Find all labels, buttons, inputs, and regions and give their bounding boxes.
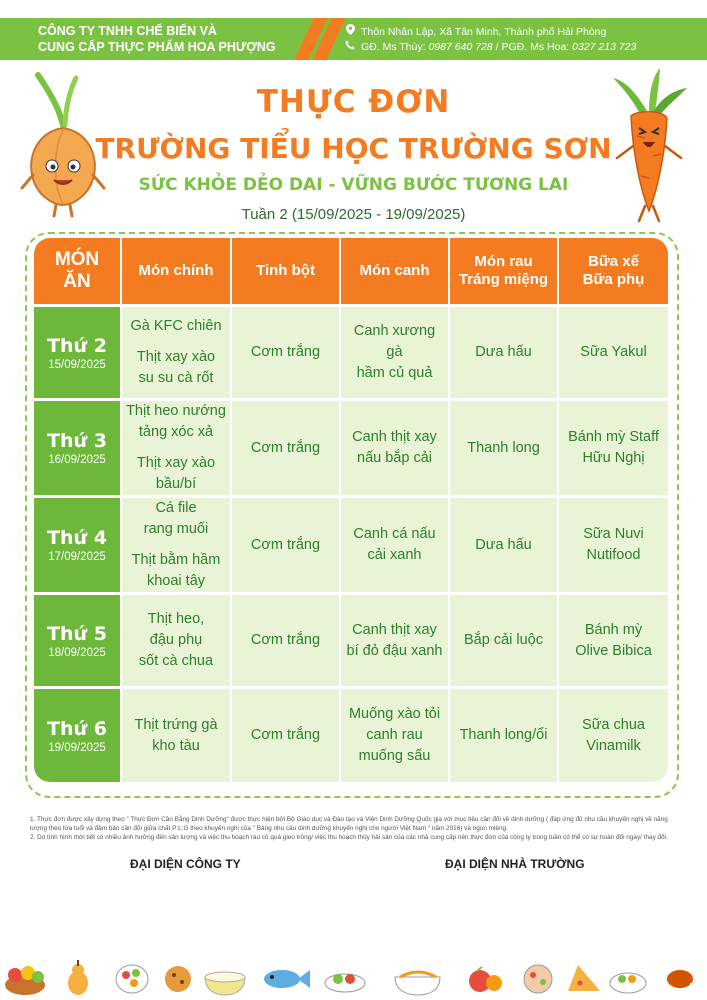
company-signature-label: ĐẠI DIỆN CÔNG TY [130, 857, 241, 871]
main-dish-cell [122, 495, 232, 592]
phone-icon [345, 40, 355, 55]
day-name: Thứ 3 [47, 430, 107, 452]
day-date: 19/09/2025 [48, 741, 106, 754]
day-date: 15/09/2025 [48, 358, 106, 371]
soup-line: Canh cá nấu [353, 526, 436, 542]
snack-line: Vinamilk [586, 737, 641, 754]
snack-line: Bánh mỳ Staff [568, 429, 659, 445]
veg-line: Dưa hấu [475, 536, 532, 553]
fish-icon [264, 970, 310, 988]
main-dish-line: Thịt xay xào [136, 349, 216, 365]
main-dish-line: khoai tây [146, 573, 206, 589]
food-icons-strip [0, 955, 707, 1000]
snack-cell [559, 495, 668, 592]
footnote-2: 2. Do tình hình thời tiết có nhiều ảnh hưởng đến sản lượng và việc thu hoạch rau củ quả gieo trồng/ việc thu hoạch thủy hải sản của các nhà cung cấp nên thực đơn của công ty trong tuần có thể có sự hoán đổi ngày/ thay đổi. [30, 834, 668, 841]
day-date: 17/09/2025 [48, 551, 106, 563]
veg-cell [450, 592, 559, 686]
pizza-slice-icon [568, 965, 600, 991]
slogan: SỨC KHỎE DẺO DAI - VỮNG BƯỚC TƯƠNG LAI [138, 175, 569, 195]
main-dish [125, 715, 227, 757]
phone-label-2: PGĐ. Ms Hoa: [501, 41, 573, 53]
header-snack-line: Bữa xế [588, 253, 639, 270]
company-line-1: CÔNG TY TNHH CHẾ BIẾN VÀ [38, 24, 217, 38]
header-dish [34, 238, 122, 304]
starch-cell: Cơm trắng [232, 398, 341, 495]
snack-line: Hữu Nghị [582, 450, 645, 466]
header-snack-line: Bữa phụ [582, 271, 645, 288]
header-veg-line: Món rau [474, 253, 533, 270]
school-signature-label: ĐẠI DIỆN NHÀ TRƯỜNG [445, 857, 585, 871]
main-dish-line: su su cà rốt [138, 370, 214, 386]
soup-line: canh rau [366, 727, 423, 743]
company-name [38, 23, 276, 55]
contact-info [345, 24, 636, 55]
main-dish [125, 347, 227, 389]
veg-line: Thanh long [467, 439, 540, 456]
menu-table [34, 238, 668, 782]
table-header-row [34, 238, 668, 304]
soup-cell [341, 495, 450, 592]
tomato-icon [469, 967, 502, 992]
day-name: Thứ 2 [47, 334, 107, 357]
main-dish-line: Thịt bằm hầm [131, 552, 221, 568]
header-snack [559, 238, 668, 304]
header-bar [0, 18, 707, 60]
phone-number-1: 0987 640 728 [428, 41, 493, 53]
main-dish-line: tảng xóc xả [138, 424, 214, 440]
veg-line: Dưa hấu [475, 344, 532, 360]
veg-cell [450, 495, 559, 592]
footnote-1: 1. Thực đơn được xây dựng theo " Thực Đơn Cân Bằng Dinh Dưỡng" được thực hiện bởi Bộ Giáo dục và Đào tạo và Viện Dinh Dưỡng Quốc gia với mục tiêu cân đối về dinh dưỡng ( đáp ứng đủ nhu cầu khuyến nghị về năng lượng theo lứa tuổi và đảm bảo cân đối giữa chất P:L:G theo khuyến nghị của " Bảng nhu cầu dinh dưỡng khuyến nghị cho người Việt Nam " năm 2016) và ngon miệng. [30, 816, 668, 832]
starch-cell: Cơm trắng [232, 592, 341, 686]
salad-bowl-icon [116, 965, 148, 993]
cookie-icon [165, 966, 191, 992]
main-dish-line: Thịt trứng gà [134, 716, 218, 733]
main-dish-cell [122, 304, 232, 398]
phone-label-1: GĐ. Ms Thùy: [361, 41, 429, 53]
main-dish-line: Thịt xay xào [136, 455, 216, 471]
snack-line: Sữa Nuvi [583, 526, 644, 542]
veg-cell [450, 686, 559, 782]
day-cell [34, 304, 122, 398]
day-name: Thứ 4 [47, 527, 107, 549]
header-dish-line: ĂN [63, 271, 91, 292]
pizza-plate-icon [524, 965, 552, 993]
header-veg-line: Tráng miệng [458, 271, 549, 288]
main-dish [125, 401, 227, 443]
soup-cell [341, 398, 450, 495]
soup-cell [341, 592, 450, 686]
address-text: Thôn Nhân Lập, Xã Tân Minh, Thành phố Hải Phòng [361, 25, 607, 38]
day-cell [34, 398, 122, 495]
footnotes [30, 815, 680, 842]
table-row [34, 304, 668, 398]
main-dish [125, 550, 227, 592]
main-dish [125, 609, 227, 672]
snack-cell [559, 686, 668, 782]
header-veg [450, 238, 559, 304]
day-date: 16/09/2025 [48, 454, 106, 466]
veg-line: Thanh long/ổi [459, 727, 548, 743]
snack-line: Sữa chua [582, 716, 645, 733]
snack-line: Bánh mỳ [584, 621, 643, 638]
noodle-bowl-icon [395, 972, 440, 995]
table-row [34, 398, 668, 495]
location-pin-icon [345, 24, 355, 40]
main-dish-cell [122, 398, 232, 495]
snack-cell [559, 592, 668, 686]
soup-bowl-icon [205, 972, 245, 995]
dish-icon [325, 974, 365, 992]
soup-line: cải xanh [367, 547, 422, 563]
starch-cell: Cơm trắng [232, 495, 341, 592]
day-cell [34, 495, 122, 592]
main-dish-line: đậu phụ [149, 632, 203, 648]
snack-line: Nutifood [586, 547, 641, 563]
main-dish [125, 498, 227, 540]
soup-line: Canh thịt xay [352, 429, 437, 445]
day-cell [34, 592, 122, 686]
main-dish-cell [122, 686, 232, 782]
starch-cell: Cơm trắng [232, 304, 341, 398]
main-dish-line: sốt cà chua [138, 653, 214, 669]
veg-cell [450, 398, 559, 495]
phone-number-2: 0327 213 723 [572, 41, 637, 53]
soup-line: bí đỏ đậu xanh [346, 642, 443, 659]
main-dish-line: Cá file [155, 500, 197, 516]
snack-line: Sữa Yakul [580, 344, 647, 360]
soup-cell [341, 304, 450, 398]
soup-line: nấu bắp cải [357, 450, 432, 466]
day-date: 18/09/2025 [48, 646, 106, 659]
table-row [34, 495, 668, 592]
main-dish-line: Thịt heo nướng [126, 403, 226, 419]
main-dish [125, 453, 227, 495]
snack-cell [559, 304, 668, 398]
week-label: Tuần 2 (15/09/2025 - 19/09/2025) [241, 206, 466, 223]
header-dish-line: MÓN [54, 249, 100, 270]
snack-line: Olive Bibica [575, 642, 652, 659]
soup-line: muống sấu [358, 748, 431, 764]
address-row [345, 24, 636, 40]
snack-cell [559, 398, 668, 495]
main-dish [125, 316, 227, 337]
soup-line: hầm củ quả [356, 365, 433, 381]
day-name: Thứ 5 [47, 622, 107, 645]
soup-line: Muống xào tỏi [348, 706, 441, 722]
veg-line: Bắp cải luộc [464, 632, 543, 648]
main-dish-line: rang muối [143, 521, 209, 537]
phone-row [345, 40, 636, 55]
header-starch: Tinh bột [232, 238, 341, 304]
soup-line: Canh xương gà [353, 323, 436, 360]
veg-cell [450, 304, 559, 398]
soup-cell [341, 686, 450, 782]
main-dish-line: bầu/bí [155, 476, 197, 492]
phone-text [361, 40, 636, 55]
menu-title: THỰC ĐƠN [256, 84, 451, 120]
main-dish-line: Gà KFC chiên [130, 318, 222, 334]
header-main: Món chính [122, 238, 232, 304]
table-row [34, 592, 668, 686]
header-soup: Món canh [341, 238, 450, 304]
day-cell [34, 686, 122, 782]
starch-cell: Cơm trắng [232, 686, 341, 782]
chicken-leg-icon [667, 970, 700, 988]
salad-plate-icon [610, 973, 646, 993]
day-name: Thứ 6 [47, 717, 107, 740]
soup-line: Canh thịt xay [352, 621, 437, 638]
main-dish-line: kho tàu [152, 737, 200, 754]
main-dish-line: Thịt heo, [147, 611, 205, 627]
company-line-2: CUNG CẤP THỰC PHẨM HOA PHƯỢNG [38, 40, 276, 54]
main-dish-cell [122, 592, 232, 686]
pear-icon [68, 960, 88, 995]
fruit-basket-icon [5, 966, 45, 995]
table-row [34, 686, 668, 782]
phone-separator: / [492, 41, 502, 53]
school-name: TRƯỜNG TIỂU HỌC TRƯỜNG SƠN [95, 132, 612, 165]
